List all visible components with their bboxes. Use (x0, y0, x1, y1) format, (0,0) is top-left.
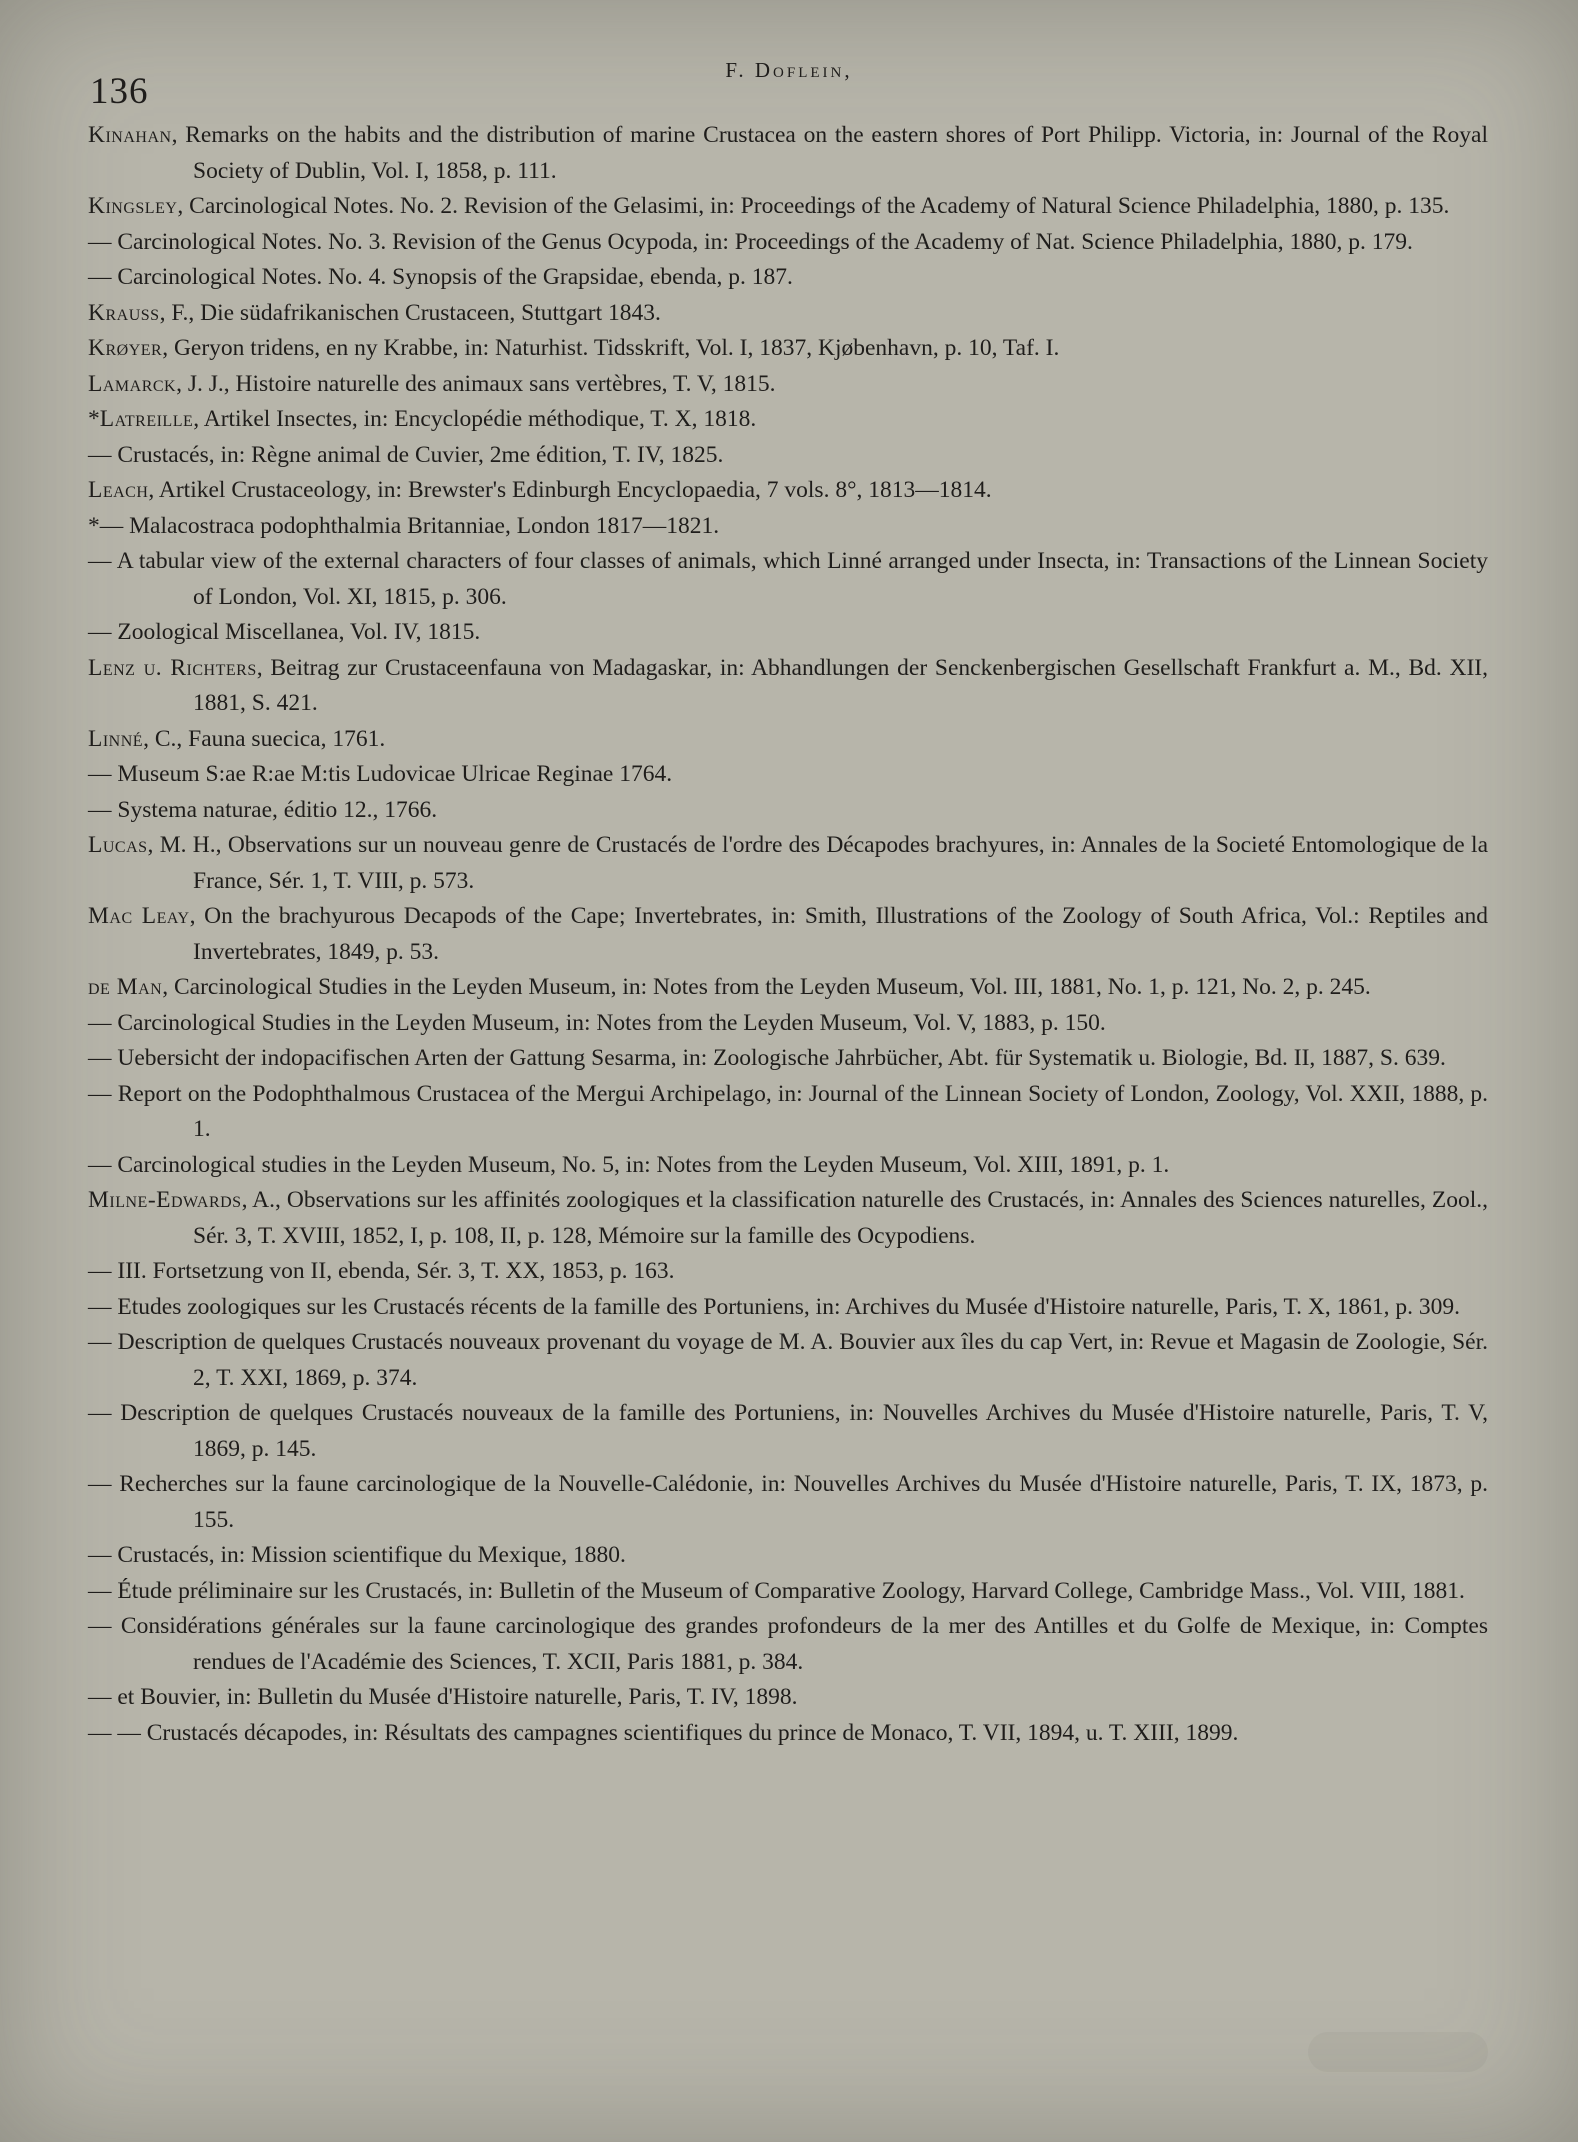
entry-marker: — (88, 441, 118, 468)
bibliography-entry (88, 1183, 1488, 1254)
running-head: F. Doflein, (725, 58, 853, 82)
entry-marker: — (88, 1080, 118, 1107)
bibliography-entry (88, 1077, 1488, 1148)
entry-marker: — (88, 1258, 118, 1284)
entry-text: , M. H., Observations sur un nouveau genre de Crustacés de l'ordre des Décapodes brachyures, in: Annales de la Societé Entomologique de la France, Sér. 1, T. VIII, p. 573. (147, 832, 1488, 894)
entry-text: , F., Die südafrikanischen Crustaceen, Stuttgart 1843. (159, 299, 661, 326)
entry-author: Milne-Edwards (88, 1187, 242, 1213)
entry-text: Crustacés décapodes, in: Résultats des campagnes scientifiques du prince de Monaco, T. VII, 1894, u. T. XIII, 1899. (146, 1719, 1239, 1746)
bibliography-entry (88, 793, 1488, 829)
bibliography-entry (88, 1574, 1488, 1610)
bibliography-entry (88, 970, 1488, 1006)
entry-text: Report on the Podophthalmous Crustacea of the Mergui Archipelago, in: Journal of the Linnean Society of London, Zoology, Vol. XXII, 1888, p. 1. (117, 1080, 1489, 1142)
entry-author: Mac Leay (88, 903, 190, 929)
entry-marker: * (88, 406, 100, 432)
entry-text: , J. J., Histoire naturelle des animaux sans vertèbres, T. V, 1815. (176, 370, 776, 397)
paper-stain (1308, 2032, 1488, 2072)
entry-text: Considérations générales sur la faune carcinologique des grandes profondeurs de la mer des Antilles et du Golfe de Mexique, in: Comptes rendues de l'Académie des Sciences, T. XCII, Paris 1881, p. 384. (120, 1613, 1489, 1675)
bibliography-entry (88, 899, 1488, 970)
entry-marker: *— (88, 512, 130, 539)
entry-text: Carcinological Notes. No. 4. Synopsis of the Grapsidae, ebenda, p. 187. (117, 264, 793, 290)
bibliography-entry (88, 438, 1488, 474)
bibliography-entry (88, 367, 1488, 403)
entry-text: , Artikel Insectes, in: Encyclopédie méthodique, T. X, 1818. (193, 406, 757, 432)
entry-author: Latreille (99, 406, 194, 432)
entry-text: Carcinological studies in the Leyden Museum, No. 5, in: Notes from the Leyden Museum, Vol. XIII, 1891, p. 1. (117, 1151, 1170, 1178)
entry-text: , Geryon tridens, en ny Krabbe, in: Naturhist. Tidsskrift, Vol. I, 1837, Kjøbenhavn, p. 10, Taf. I. (162, 335, 1060, 361)
bibliography-entry (88, 1041, 1488, 1077)
entry-marker: — (88, 1045, 118, 1071)
bibliography-entry (88, 1680, 1488, 1716)
bibliography-entry (88, 1290, 1488, 1326)
entry-marker: — (88, 1151, 118, 1178)
entry-text: Crustacés, in: Règne animal de Cuvier, 2me édition, T. IV, 1825. (117, 441, 724, 468)
bibliography-list (88, 118, 1488, 1751)
entry-author: Kinahan (88, 122, 172, 148)
bibliography-entry (88, 189, 1488, 225)
entry-author: Lucas (88, 832, 148, 858)
entry-text: , A., Observations sur les affinités zoologiques et la classification naturelle des Crustacés, in: Annales des Sciences naturelles, Zool., Sér. 3, T. XVIII, 1852, I, p. 108, II, p. 128, Mémoire sur la famille des Ocypodiens. (193, 1187, 1488, 1249)
entry-marker: — (88, 1542, 118, 1568)
bibliography-entry (88, 1396, 1488, 1467)
entry-author: Lamarck (88, 370, 177, 397)
entry-text: Malacostraca podophthalmia Britanniae, London 1817—1821. (129, 512, 720, 539)
entry-marker: — (88, 1329, 118, 1355)
entry-author: de Man (88, 974, 163, 1000)
entry-marker: — (88, 761, 118, 787)
entry-text: Recherches sur la faune carcinologique de la Nouvelle-Calédonie, in: Nouvelles Archives du Musée d'Histoire naturelle, Paris, T. IX, 1873, p. 155. (119, 1471, 1489, 1533)
bibliography-entry (88, 615, 1488, 651)
entry-text: Crustacés, in: Mission scientifique du Mexique, 1880. (117, 1542, 626, 1568)
entry-author: Kingsley (88, 193, 178, 219)
bibliography-entry (88, 509, 1488, 545)
entry-marker: — (88, 1293, 118, 1320)
bibliography-entry (88, 1006, 1488, 1042)
entry-text: , C., Fauna suecica, 1761. (143, 725, 386, 752)
entry-text: , Carcinological Notes. No. 2. Revision of the Gelasimi, in: Proceedings of the Academy of Natural Science Philadelphia, 1880, p. 135. (177, 193, 1450, 219)
bibliography-entry (88, 402, 1488, 438)
bibliography-entry (88, 757, 1488, 793)
entry-marker: — — (88, 1719, 147, 1746)
entry-marker: — (88, 1577, 118, 1604)
entry-marker: — (88, 548, 117, 574)
entry-marker: — (88, 228, 118, 255)
bibliography-entry (88, 1467, 1488, 1538)
entry-text: , Artikel Crustaceology, in: Brewster's Edinburgh Encyclopaedia, 7 vols. 8°, 1813—1814. (148, 477, 992, 503)
bibliography-entry (88, 1609, 1488, 1680)
entry-marker: — (88, 264, 118, 290)
bibliography-entry (88, 651, 1488, 722)
entry-text: , On the brachyurous Decapods of the Cape; Invertebrates, in: Smith, Illustrations of the Zoology of South Africa, Vol.: Reptiles and Invertebrates, 1849, p. 53. (189, 903, 1489, 965)
entry-text: Carcinological Notes. No. 3. Revision of the Genus Ocypoda, in: Proceedings of the Academy of Nat. Science Philadelphia, 1880, p. 179. (117, 228, 1413, 255)
bibliography-entry (88, 260, 1488, 296)
bibliography-entry (88, 118, 1488, 189)
entry-text: , Carcinological Studies in the Leyden Museum, in: Notes from the Leyden Museum, Vol. III, 1881, No. 1, p. 121, No. 2, p. 245. (162, 974, 1371, 1000)
entry-text: Uebersicht der indopacifischen Arten der Gattung Sesarma, in: Zoologische Jahrbücher, Abt. für Systematik u. Biologie, Bd. II, 1887, S. 639. (117, 1045, 1446, 1071)
bibliography-entry (88, 296, 1488, 332)
bibliography-entry (88, 722, 1488, 758)
entry-text: A tabular view of the external characters of four classes of animals, which Linné arranged under Insecta, in: Transactions of the Linnean Society of London, Vol. XI, 1815, p. 306. (116, 548, 1488, 610)
entry-author: Krøyer (88, 335, 163, 361)
bibliography-entry (88, 1716, 1488, 1752)
entry-text: Étude préliminaire sur les Crustacés, in: Bulletin of the Museum of Comparative Zoology, Harvard College, Cambridge Mass., Vol. VIII, 1881. (117, 1577, 1465, 1604)
entry-text: Systema naturae, éditio 12., 1766. (117, 796, 438, 823)
bibliography-entry (88, 1148, 1488, 1184)
entry-text: Zoological Miscellanea, Vol. IV, 1815. (117, 619, 481, 645)
entry-marker: — (88, 1613, 121, 1639)
bibliography-entry (88, 1325, 1488, 1396)
entry-text: Description de quelques Crustacés nouveaux provenant du voyage de M. A. Bouvier aux îles du cap Vert, in: Revue et Magasin de Zoologie, Sér. 2, T. XXI, 1869, p. 374. (117, 1329, 1488, 1391)
entry-marker: — (88, 619, 118, 645)
entry-marker: — (88, 1471, 120, 1497)
bibliography-entry (88, 544, 1488, 615)
entry-text: Etudes zoologiques sur les Crustacés récents de la famille des Portuniens, in: Archives du Musée d'Histoire naturelle, Paris, T. X, 1861, p. 309. (117, 1293, 1460, 1320)
entry-text: Carcinological Studies in the Leyden Museum, in: Notes from the Leyden Museum, Vol. V, 1883, p. 150. (117, 1009, 1106, 1036)
entry-author: Krauss (88, 299, 160, 326)
entry-text: III. Fortsetzung von II, ebenda, Sér. 3, T. XX, 1853, p. 163. (117, 1258, 675, 1284)
entry-text: , Beitrag zur Crustaceenfauna von Madagaskar, in: Abhandlungen der Senckenbergischen Gesellschaft Frankfurt a. M., Bd. XII, 1881, S. 421. (193, 654, 1488, 716)
bibliography-entry (88, 473, 1488, 509)
bibliography-entry (88, 828, 1488, 899)
entry-author: Linné (88, 725, 144, 752)
bibliography-entry (88, 225, 1488, 261)
entry-marker: — (88, 1009, 118, 1036)
page-number: 136 (90, 71, 149, 112)
entry-text: Description de quelques Crustacés nouveaux de la famille des Portuniens, in: Nouvelles Archives du Musée d'Histoire naturelle, Paris, T. V, 1869, p. 145. (120, 1400, 1488, 1462)
entry-marker: — (88, 1684, 118, 1710)
entry-text: Museum S:ae R:ae M:tis Ludovicae Ulricae Reginae 1764. (117, 761, 673, 787)
entry-text: , Remarks on the habits and the distribution of marine Crustacea on the eastern shores of Port Philipp. Victoria, in: Journal of the Royal Society of Dublin, Vol. I, 1858, p. 111. (171, 122, 1488, 184)
entry-author: Lenz u. Richters (88, 654, 257, 681)
entry-text: et Bouvier, in: Bulletin du Musée d'Histoire naturelle, Paris, T. IV, 1898. (117, 1684, 798, 1710)
entry-marker: — (88, 1400, 121, 1426)
bibliography-entry (88, 1254, 1488, 1290)
entry-marker: — (88, 796, 118, 823)
entry-author: Leach (88, 477, 149, 503)
bibliography-entry (88, 331, 1488, 367)
bibliography-entry (88, 1538, 1488, 1574)
